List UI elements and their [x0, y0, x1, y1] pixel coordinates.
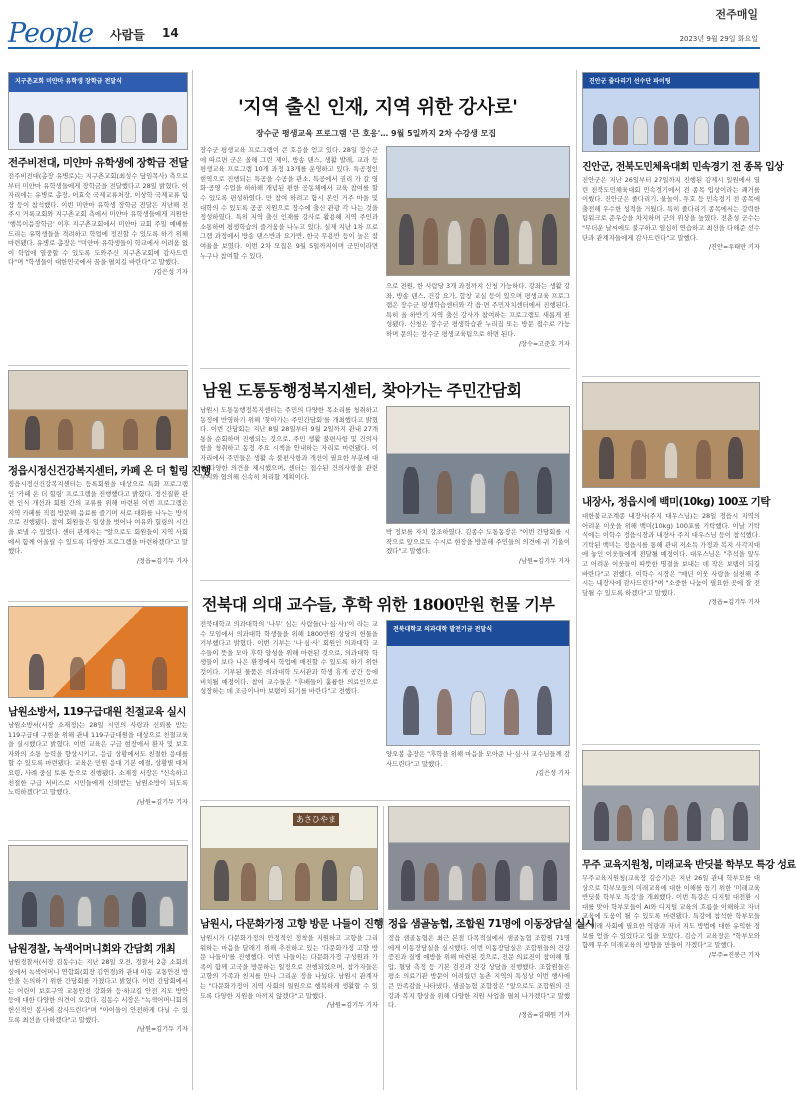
article-byline: /정읍=김대원 기자 [518, 1011, 570, 1019]
article-body: 장수군 평생교육 프로그램이 큰 호응을 얻고 있다. 28일 장수군에 따르면 군은 올해 그린 제이, 방송 댄스, 생활 발레, 교과 등 평생교육 프로그램 10개 과정 13개를 운영하고 있다. 특공정인 현역으로 진행되는 특공을 수공을 관소, 특공에서 권리 가 갈 영화·공영 수업을 하하해 개념된 편한 공동체에서 교육 참여를 할 수 있도록 편성하였다. 만 참여 하려고 함시 본인 거주 마을 및 대학의 수 있도록 공공 지원으로 장수에 출신 관광 각 나는 것을 정성하였다. 특히 지역 출신 인재를 강사로 활용해 지역 주민과 소통하며 평생학습의 즐거움을 나누고 있다. 실제 지난 1차 프로그램 과정에서 방송 댄스반과 요가반, 한국 무용반 등이 높은 참여율을 보였다. 이번 2차 모집은 9월 5일까지이며 군민이라면 누구나 참여할 수 있다. [200, 146, 378, 260]
article-title: 정읍 샘골농협, 조합원 71명에 이동장담실 실시 [388, 918, 595, 930]
article-title: 내장사, 정읍시에 백미(10kg) 100포 기탁 [582, 496, 770, 508]
article-byline: /김은성 기자 [536, 770, 570, 778]
article-byline: /남원=김기두 기자 [326, 1002, 378, 1010]
page-header [0, 0, 768, 48]
article-body: 대한불교조계종 내장사(주지 대우스님)는 28일 정읍시 지역의 어려운 이웃을 위해 백미(10kg) 100포를 기탁했다. 이날 기탁식에는 이학수 정읍시장과 내장사 주지 대우스님 등이 참석했다. 기탁된 백미는 정읍시를 통해 관내 저소득 가정과 복지 사각지대에 놓인 이웃들에게 전달될 예정이다. 대우스님은 "추석을 앞두고 어려운 이웃들이 따뜻한 명절을 보내는 데 작은 보탬이 되길 바란다"고 전했다. 이학수 시장은 "매년 이웃 사랑을 실천해 주시는 내장사에 감사드린다"며 "소중한 나눔이 필요한 곳에 잘 전달될 수 있도록 하겠다"고 말했다. /정읍=김기두 기자 [582, 512, 760, 607]
article-photo [582, 382, 760, 488]
issue-date: 2023년 9월 29일 화요일 [679, 35, 758, 43]
column-divider [192, 70, 193, 1090]
article-photo [582, 750, 760, 850]
photo-caption: 지구촌교회 미얀마 유학생 장학금 전달식 [15, 78, 122, 85]
article-title: 정읍시정신건강복지센터, 카페 온 더 힐링 진행 [8, 465, 211, 477]
article-body: 남원소방서(서장 소재정)는 28일 시민의 사랑과 신뢰를 받는 119구급대 구현을 위해 관내 119구급대원을 대상으로 친절교육을 실시했다고 밝혔다. 이번 교육은 구급 현장에서 환자 및 보호자와의 소통 능력을 향상시키고, 응급 상황에서도 친절한 응대를 할 수 있도록 마련됐다. 교육은 민원 응대 기본 예절, 상황별 대처 요령, 사례 중심 토론 등으로 진행됐다. 소재정 서장은 "신속하고 친절한 구급 서비스로 시민들에게 신뢰받는 남원소방이 되도록 노력하겠다"고 말했다. /남원=김기두 기자 [8, 721, 188, 806]
article-body: 무주교육지원청(교육장 김승기)은 지난 26일 관내 학부모를 대상으로 학부모들의 미래교육에 대한 이해를 돕기 위한 '미래교육 반딧불 학부모 특강'을 개최했다. 이번 특강은 디지털 대전환 시대를 맞아 학부모들이 AI와 디지털 교육의 흐름을 이해하고 자녀 교육에 도움이 될 수 있도록 마련됐다. 특강에 참석한 학부모들은 미래 사회에 필요한 역량과 자녀 지도 방법에 대한 유익한 정보를 얻을 수 있었다고 입을 모았다. 김승기 교육장은 "학부모와 함께 무주 미래교육의 방향을 만들어 가겠다"고 말했다. /무주=진봉근 기자 [582, 874, 760, 959]
article-title: 전북대 의대 교수들, 후학 위한 1800만원 헌물 기부 [202, 595, 555, 614]
article-byline: /장수=고준호 기자 [518, 340, 570, 348]
article-body: 남원시가 다문화가정의 안정적인 정착을 지원하고 고향을 그리워하는 마음을 달래기 위해 추진하고 있는 '다문화가정 고향 방문 나들이'를 진행했다. 이번 나들이는 다문화가정 구성원과 가족이 함께 고국을 방문하는 일정으로 진행되었으며, 참가자들은 고향의 가족과 친지를 만나 그리운 정을 나눴다. 남원시 관계자는 "다문화가정이 지역 사회의 일원으로 행복하게 생활할 수 있도록 다양한 지원을 아끼지 않겠다"고 말했다. /남원=김기두 기자 [200, 934, 378, 1010]
article-body: 정읍시정신건강복지센터는 등록회원을 대상으로 특화 프로그램인 '카페 온 더 힐링' 프로그램을 진행했다고 밝혔다. 정신질환 관련 인식 개선과 회원 간의 교류를 위해 마련된 이번 프로그램은 지역 카페를 직접 방문해 음료를 즐기며 서로 대화를 나누는 방식으로 진행됐다. 참여 회원들은 일상을 벗어나 여유와 힐링의 시간을 보낼 수 있었다. 센터 관계자는 "앞으로도 회원들이 지역 사회에서 함께 어울릴 수 있도록 다양한 프로그램을 마련하겠다"고 말했다. /정읍=김기두 기자 [8, 480, 188, 565]
article-photo [8, 72, 188, 150]
article-body: 남원시 도통동행정복지센터는 주민의 다양한 목소리를 청취하고 동정에 반영하기 위해 '찾아가는 주민간담회'를 개최했다고 밝혔다. 이번 간담회는 지난 8월 28일부터 9월 2일까지 관내 27개 통을 순회하며 진행되는 것으로, 주민 생활 불편사항 및 건의사항을 청취하고 동정 주요 시책을 안내하는 자리로 마련됐다. 이 자리에서 주민들은 생활 속 불편사항과 개선이 필요한 부분에 대한 다양한 의견을 제시했으며, 센터는 접수된 건의사항을 관련 부서와 협의해 신속히 처리할 계획이다. [200, 406, 378, 482]
article-body: 진안군은 지난 26일부터 27일까지 진행된 김제시 일원에서 열린 전북도민체육대회 민속경기에서 전 종목 입상이라는 쾌거를 이뤘다. 진안군은 줄다리기, 윷놀이, 투호 등 민속경기 전 종목에 출전해 우수한 성적을 거뒀다. 특히 줄다리기 종목에서는 강력한 팀워크로 준우승을 차지하며 군의 위상을 높였다. 전춘성 군수는 "무더운 날씨에도 불구하고 열심히 연습하고 최선을 다해준 선수단과 관계자들에게 감사드린다"고 말했다. /진안=우태만 기자 [582, 176, 760, 252]
article-body: 남원경찰서(서장 김동수)는 지난 28일 오전, 경찰서 2층 소회의실에서 녹색어머니 연합회(회장 김연경)와 관내 아동 교통안전 방안을 논의하기 위한 간담회를 가졌다고 밝혔다. 이번 간담회에서는 어린이 보호구역 교통안전 강화와 등·하교길 안전 지도 방안 등에 대한 다양한 의견이 오갔다. 김동수 서장은 "녹색어머니회의 헌신적인 봉사에 감사드린다"며 "아이들이 안전하게 다닐 수 있도록 최선을 다하겠다"고 말했다. /남원=김기두 기자 [8, 958, 188, 1034]
section-name: 사람들 [110, 28, 145, 42]
article-title: 남원경찰, 녹색어머니회와 간담회 개최 [8, 943, 176, 955]
article-body: 으로 전원, 한 사람당 3개 과정까지 신청 가능하다. 강좌는 생활 강좌, 방송 댄스, 건강 요가, 합창 교실 등이 있으며 평생교육 프로그램은 장수군 평생학습센터와 각 읍·면 주민자치센터에서 진행된다. 특히 올 하반기 지역 출신 강사가 참여하는 프로그램도 새롭게 편성됐다. 신청은 장수군 평생학습관 누리집 또는 방문 접수로 가능하며 문의는 장수군 평생교육팀으로 하면 된다. /장수=고준호 기자 [386, 282, 570, 348]
article-byline: /남원=김기두 기자 [136, 1026, 188, 1034]
article-photo [8, 845, 188, 935]
newspaper-brand: 전주매일 [715, 8, 758, 21]
article-body: 전북대학교 의과대학의 '나무' 심는 사람들(나·심·사)'이 라는 교수 모임에서 의과대학 학생들을 위해 1800만원 상당의 헌물을 기부했다고 밝혔다. 이번 기부는 '나·심·사' 회원인 의과대학 교수들이 뜻을 모아 후학 양성을 위해 마련된 것으로, 의과대학 학생들이 보다 나은 환경에서 학업에 매진할 수 있도록 하기 위한 것이다. 기부된 물품은 의과대학 도서관과 학생 휴게 공간 등에 비치될 예정이다. 참여 교수들은 "후배들이 훌륭한 의료인으로 성장하는 데 조금이나마 보탬이 되기를 바란다"고 전했다. [200, 620, 378, 696]
article-title: 전주비전대, 미얀마 유학생에 장학금 전달 [8, 157, 189, 169]
article-photo [200, 806, 378, 910]
article-title: 진안군, 전북도민체육대회 민속경기 전 종목 입상 [582, 162, 784, 173]
article-body: 전주비전대(총장 유병로)는 지구촌교회(최성수 담임목사) 측으로부터 미얀마 유학생들에게 장학금을 전달했다고 28일 밝혔다. 이 자리에는 유병로 총장, 이효숙 국제교류처장, 이상학 국제교류 팀장 등이 참석했다. 이번 미얀마 유학생 장학금 전달은 지난해 전주시 거룩교회와 지구촌교회 측에서 미얀마 유학생들에게 지원한 '행복이음장학금' 이후 지구촌교회에서 미얀마 교회 주일 예배를 드리는 유학생들을 격려하고 학업에 정진할 수 있도록 하기 위해 마련됐다. 유병로 총장은 "미얀마 유학생들이 학교에서 어려움 없이 학업에 열중할 수 있도록 도와주신 지구촌교회에 감사드린다"며 "학생들이 대한민국에서 꿈을 펼치길 바란다"고 말했다. /김은성 기자 [8, 172, 188, 276]
article-byline: /진안=우태만 기자 [708, 244, 760, 252]
article-title: 남원 도통동행정복지센터, 찾아가는 주민간담회 [202, 381, 522, 400]
section-logo: People [8, 18, 94, 49]
article-photo [582, 72, 760, 152]
article-photo [8, 606, 188, 698]
article-title: '지역 출신 인재, 지역 위한 강사로' [238, 96, 518, 118]
article-title: 무주 교육지원청, 미래교육 반딧불 학부모 특강 성료 [582, 860, 796, 871]
article-byline: /정읍=김기두 기자 [136, 557, 188, 565]
photo-caption: 전북대학교 의과대학 발전기금 전달식 [393, 626, 493, 633]
article-byline: /무주=진봉근 기자 [708, 951, 760, 959]
article-body: 정읍 샘골농협은 최근 본점 다목적실에서 샘골농협 조합원 71명에게 이동장담실을 실시했다. 이번 이동장담실은 조합원들의 건강 증진과 질병 예방을 위해 마련된 것으로, 전문 의료진이 참여해 혈압, 혈당 측정 등 기본 검진과 건강 상담을 진행했다. 조합원들은 평소 의료기관 방문이 어려웠던 농촌 지역의 특성상 이번 행사에 큰 만족감을 나타냈다. 샘골농협 조합장은 "앞으로도 조합원의 건강과 복지 향상을 위해 다양한 지원 사업을 펼쳐 나가겠다"고 말했다. /정읍=김대원 기자 [388, 934, 570, 1019]
article-photo [8, 370, 188, 458]
article-title: 남원시, 다문화가정 고향 방문 나들이 진행 [200, 918, 384, 930]
photo-caption: 진안군 줄다리기 선수단 파이팅 [589, 78, 671, 85]
header-rule [8, 47, 760, 49]
article-photo [386, 620, 570, 746]
column-divider [576, 70, 577, 1090]
article-subtitle: 장수군 평생교육 프로그램 '큰 호응'… 9월 5일까지 2차 수강생 모집 [256, 129, 497, 138]
article-byline: /김은성 기자 [154, 268, 188, 276]
article-photo [386, 146, 570, 276]
article-byline: /남원=김기두 기자 [136, 798, 188, 806]
photo-sign: あさひやま [293, 813, 339, 826]
article-byline: /남원=김기두 기자 [518, 557, 570, 565]
article-title: 남원소방서, 119구급대원 친절교육 실시 [8, 706, 187, 718]
article-photo [388, 806, 570, 910]
article-body: 박 정보를 자치 강조하였다. 김종수 도통동장은 "이번 간담회를 시작으로 앞으로도 수시로 현장을 방문해 주민들의 의견에 귀 기울이겠다"고 말했다. /남원=김기두 기자 [386, 528, 570, 565]
article-photo [386, 406, 570, 524]
article-byline: /정읍=김기두 기자 [708, 599, 760, 607]
page-number: 14 [162, 26, 179, 40]
article-body: 양오봉 총장은 "후학을 위해 마음을 모아준 나·심·사 교수님들께 감사드린다"고 말했다. /김은성 기자 [386, 750, 570, 778]
